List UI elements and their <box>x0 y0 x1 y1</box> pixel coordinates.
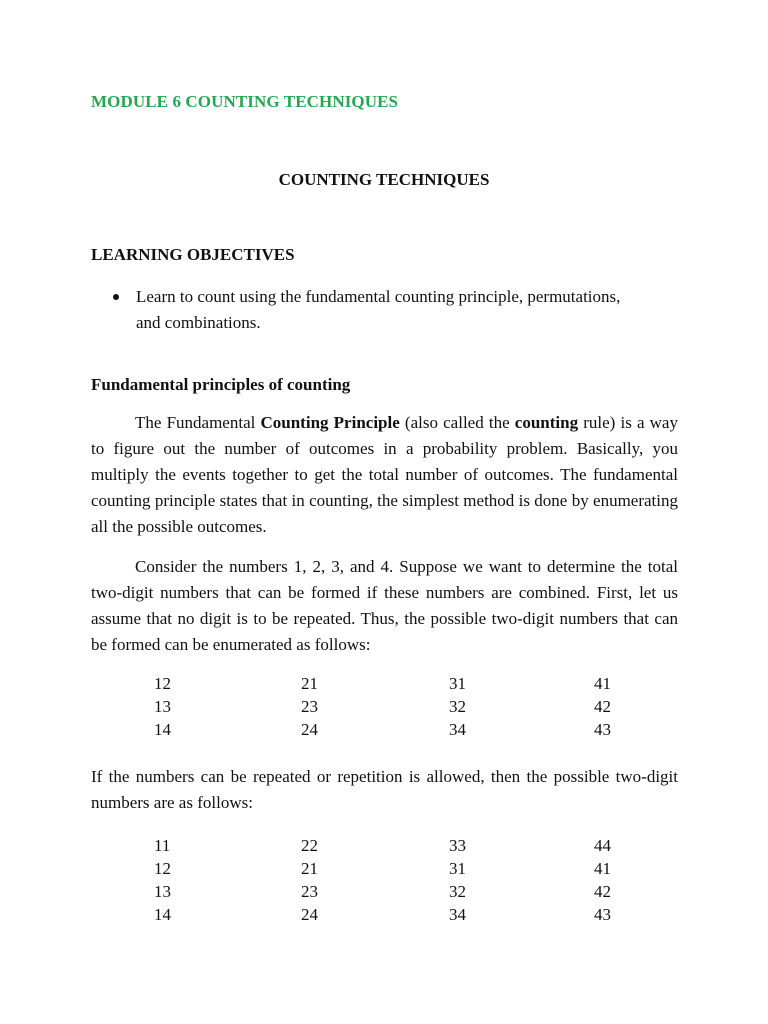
table-cell: 31 <box>449 859 466 878</box>
table-cell: 11 <box>154 836 171 855</box>
table-cell: 43 <box>594 905 611 924</box>
table-cell: 32 <box>449 697 466 716</box>
table-cell: 21 <box>301 674 318 693</box>
table-cell: 22 <box>301 836 318 855</box>
fundamental-principles-heading: Fundamental principles of counting <box>91 375 351 394</box>
table-cell: 21 <box>301 859 318 878</box>
table-cell: 14 <box>154 905 171 924</box>
table-cell: 13 <box>154 697 171 716</box>
table-cell: 24 <box>301 905 318 924</box>
table-cell: 44 <box>594 836 611 855</box>
table-cell: 32 <box>449 882 466 901</box>
table-cell: 12 <box>154 859 171 878</box>
module-title: MODULE 6 COUNTING TECHNIQUES <box>91 92 399 111</box>
table-cell: 12 <box>154 674 171 693</box>
table-cell: 41 <box>594 674 611 693</box>
table-cell: 41 <box>594 859 611 878</box>
table-cell: 24 <box>301 720 318 739</box>
paragraph-text: The Fundamental <box>135 413 261 432</box>
learning-objectives-heading: LEARNING OBJECTIVES <box>91 245 295 264</box>
table-cell: 23 <box>301 697 318 716</box>
paragraph-repetition: If the numbers can be repeated or repetition is allowed, then the possible two-digit numbers are as follows: <box>91 767 678 812</box>
number-table-no-repetition <box>154 672 654 741</box>
paragraph-text: (also called the <box>399 413 515 432</box>
paragraph-example: Consider the numbers 1, 2, 3, and 4. Suppose we want to determine the total two-digit numbers that can be formed if these numbers are combined. First, let us assume that no digit is to be repeated. Thus, the possible two-digit numbers that can be formed can be enumerated as follows: <box>91 557 678 654</box>
list-item <box>113 284 633 336</box>
table-cell: 13 <box>154 882 171 901</box>
table-cell: 31 <box>449 674 466 693</box>
bold-term-counting: counting <box>514 413 579 432</box>
page-title: COUNTING TECHNIQUES <box>278 170 490 189</box>
table-cell: 23 <box>301 882 318 901</box>
table-cell: 42 <box>594 882 611 901</box>
paragraph-counting-principle <box>91 410 678 540</box>
learning-objectives-list <box>113 284 633 336</box>
number-table-with-repetition <box>154 834 654 926</box>
list-item-text: Learn to count using the fundamental counting principle, permutations, and combinations. <box>136 287 621 332</box>
table-cell: 33 <box>449 836 466 855</box>
table-cell: 14 <box>154 720 171 739</box>
paragraph-text: rule) is a way to figure out the number of outcomes in a probability problem. Basically, you multiply the events together to get the total number of outcomes. The fundamental counting principle states that in counting, the simplest method is done by enumerating all the possible outcomes. <box>91 413 678 536</box>
table-cell: 34 <box>449 720 466 739</box>
table-cell: 34 <box>449 905 466 924</box>
table-cell: 42 <box>594 697 611 716</box>
bullet-icon <box>113 294 119 300</box>
bold-term-counting-principle: Counting Principle <box>260 413 400 432</box>
table-cell: 43 <box>594 720 611 739</box>
